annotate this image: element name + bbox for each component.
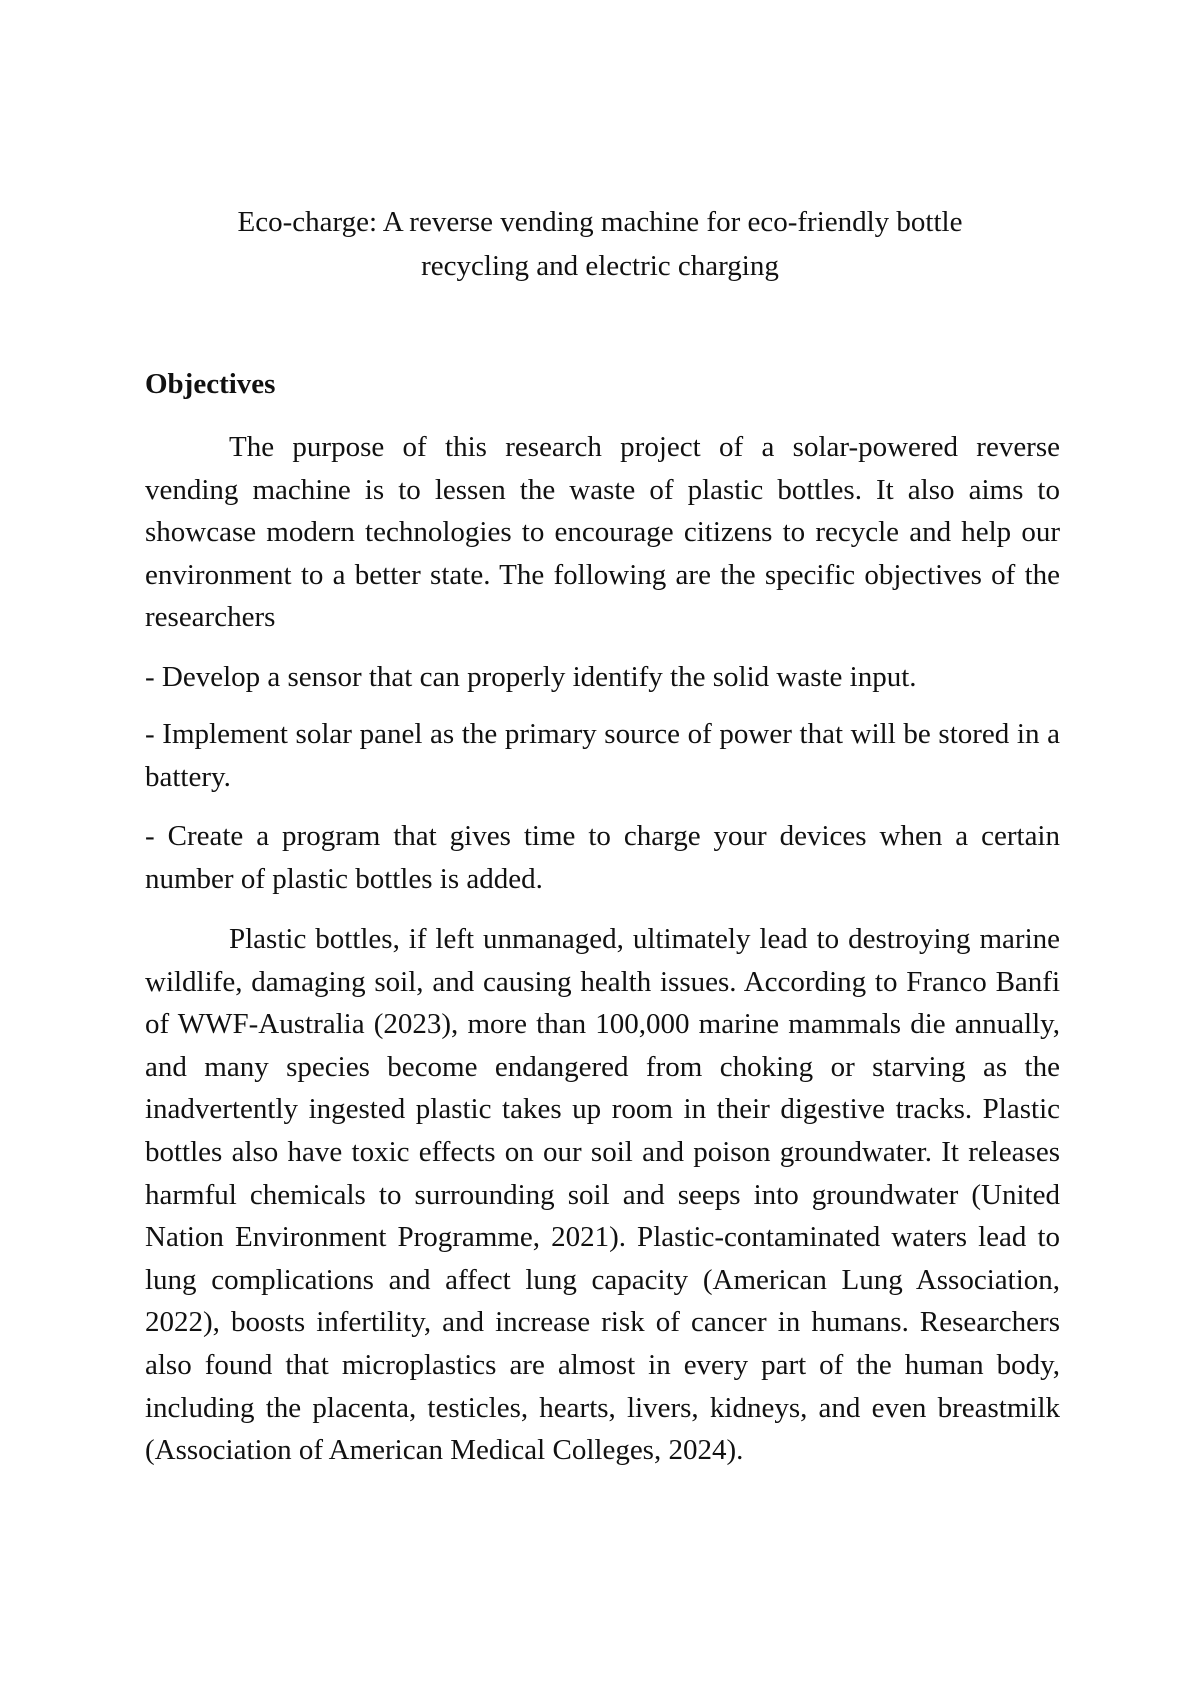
objective-item-1: - Develop a sensor that can properly identify the solid waste input. [145, 661, 917, 693]
document-title [130, 200, 1070, 288]
section-heading-objectives: Objectives [145, 368, 276, 400]
title-line-1: Eco-charge: A reverse vending machine for eco-friendly bottle [237, 206, 963, 238]
objective-item-2: - Implement solar panel as the primary source of power that will be stored in a battery. [145, 718, 1060, 793]
title-line-2: recycling and electric charging [421, 250, 779, 282]
objective-item-3: - Create a program that gives time to charge your devices when a certain number of plastic bottles is added. [145, 820, 1060, 895]
plastic-impact-paragraph: Plastic bottles, if left unmanaged, ultimately lead to destroying marine wildlife, damaging soil, and causing health issues. According to Franco Banfi of WWF-Australia (2023), more than 100,000 marine mammals die annually, and many species become endangered from choking or starving as the inadvertently ingested plastic takes up room in their digestive tracks. Plastic bottles also have toxic effects on our soil and poison groundwater. It releases harmful chemicals to surrounding soil and seeps into groundwater (United Nation Environment Programme, 2021). Plastic-contaminated waters lead to lung complications and affect lung capacity (American Lung Association, 2022), boosts infertility, and increase risk of cancer in humans. Researchers also found that microplastics are almost in every part of the human body, including the placenta, testicles, hearts, livers, kidneys, and even breastmilk (Association of American Medical Colleges, 2024). [145, 923, 1060, 1467]
purpose-paragraph: The purpose of this research project of a solar-powered reverse vending machine is to lessen the waste of plastic bottles. It also aims to showcase modern technologies to encourage citizens to recycle and help our environment to a better state. The following are the specific objectives of the researchers [145, 431, 1060, 634]
